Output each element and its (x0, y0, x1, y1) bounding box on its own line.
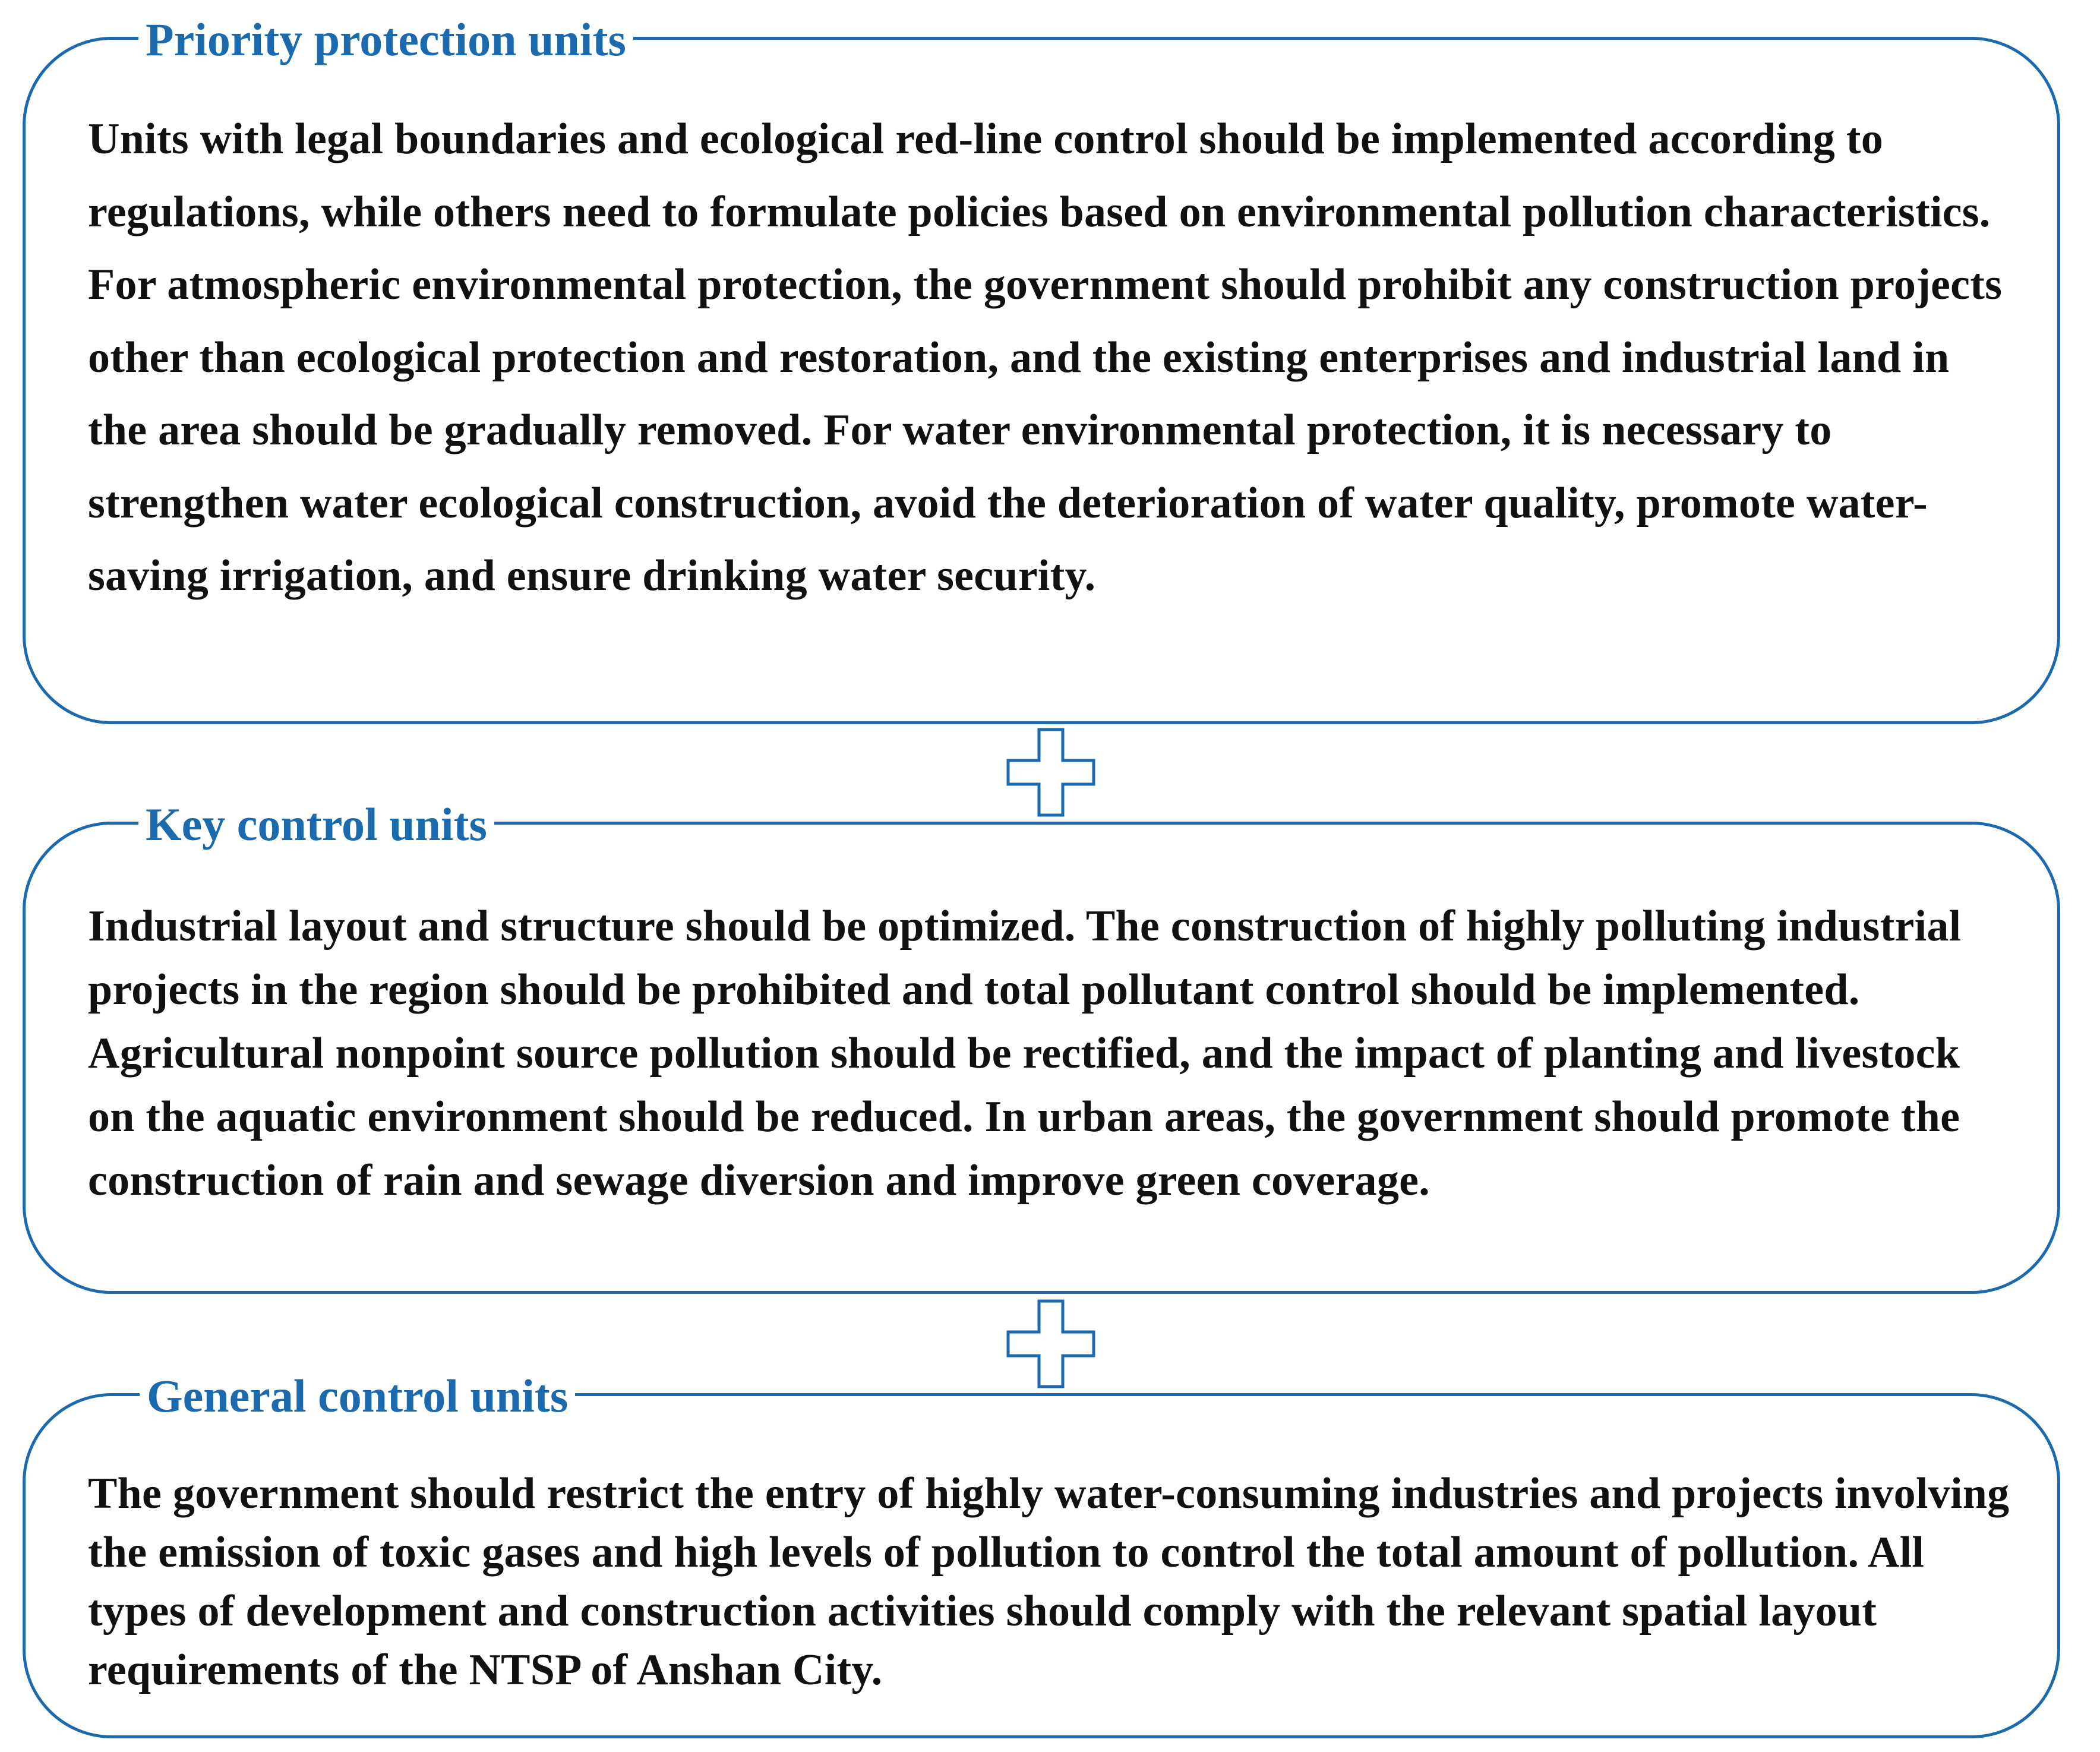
priority-protection-text: Units with legal boundaries and ecological red-line control should be implemented according to regulations, while others need to formulate policies based on environmental pollution characteristics. For atmospheric environmental protection, the government should prohibit any construction projects other than ecological protection and restoration, and the existing enterprises and industrial land in the area should be gradually removed. For water environmental protection, it is necessary to strengthen water ecological construction, avoid the deterioration of water quality, promote water-saving irrigation, and ensure drinking water security. (88, 115, 2003, 600)
priority-protection-box (23, 14, 2060, 724)
general-control-box (23, 1370, 2060, 1738)
general-control-text: The government should restrict the entry of highly water-consuming industries and projects involving the emission of toxic gases and high levels of pollution to control the total amount of pollution. All types of development and construction activities should comply with the relevant spatial layout requirements of the NTSP of Anshan City. (88, 1469, 2010, 1694)
key-control-box (23, 798, 2060, 1294)
plus-icon (1006, 1299, 1095, 1388)
plus-icon (1006, 728, 1095, 817)
key-control-title: Key control units (138, 801, 494, 848)
key-control-text: Industrial layout and structure should be optimized. The construction of highly polluting industrial projects in the region should be prohibited and total pollutant control should be implemented. Agricultural nonpoint source pollution should be rectified, and the impact of planting and livestock on the aquatic environment should be reduced. In urban areas, the government should promote the construction of rain and sewage diversion and improve green coverage. (88, 902, 1962, 1205)
general-control-title: General control units (140, 1372, 575, 1420)
priority-protection-title: Priority protection units (138, 16, 633, 64)
